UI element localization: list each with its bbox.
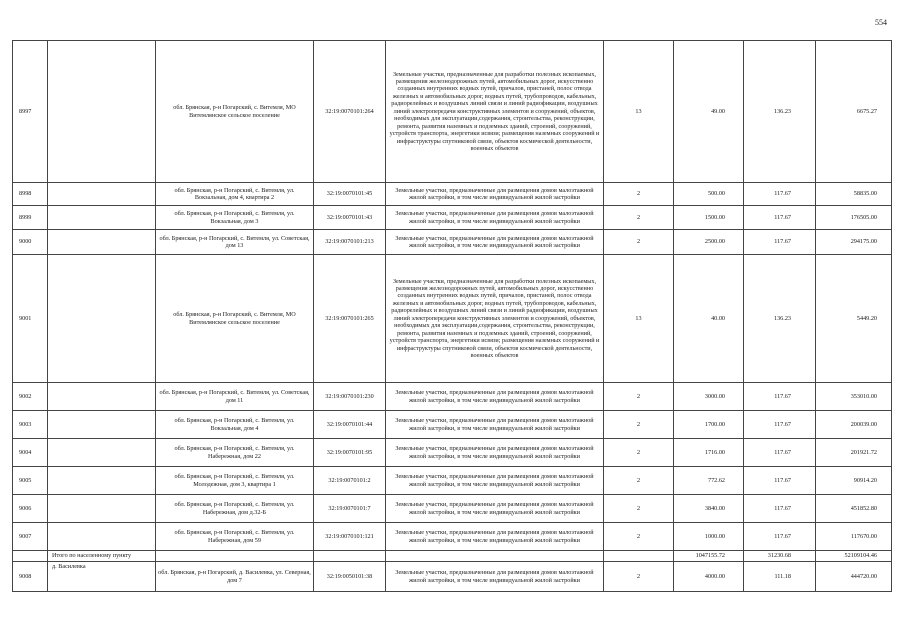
- group-code-cell: 2: [604, 230, 674, 255]
- land-use-cell: Земельные участки, предназначенные для размещения домов малоэтажной жилой застройки, в том числе индивидуальной жилой застройки: [386, 230, 604, 255]
- group-code-cell: 2: [604, 206, 674, 230]
- cadastral-number-cell: 32:19:0070101:264: [314, 41, 386, 183]
- row-number: 9004: [13, 439, 48, 467]
- empty-cell: [314, 551, 386, 562]
- table-row: [13, 41, 892, 183]
- cadastral-number-cell: 32:19:0050101:38: [314, 562, 386, 592]
- empty-cell: [48, 383, 156, 411]
- rate-cell: 117.67: [744, 230, 816, 255]
- rate-cell: 117.67: [744, 383, 816, 411]
- area-cell: 772.62: [674, 467, 744, 495]
- area-cell: 1700.00: [674, 411, 744, 439]
- empty-cell: [48, 467, 156, 495]
- cadastral-value-cell: 201921.72: [816, 439, 892, 467]
- empty-cell: [48, 183, 156, 206]
- address-cell: обл. Брянская, р-н Погарский, с. Витемля, ул. Вокзальная, дом 4: [156, 411, 314, 439]
- cadastral-number-cell: 32:19:0070101:95: [314, 439, 386, 467]
- land-use-cell: Земельные участки, предназначенные для размещения домов малоэтажной жилой застройки, в том числе индивидуальной жилой застройки: [386, 439, 604, 467]
- area-cell: 500.00: [674, 183, 744, 206]
- cadastral-value-cell: 117670.00: [816, 523, 892, 551]
- area-cell: 3000.00: [674, 383, 744, 411]
- table-row: [13, 183, 892, 206]
- row-number: 9008: [13, 562, 48, 592]
- cadastral-number-cell: 32:19:0070101:213: [314, 230, 386, 255]
- row-number: 9003: [13, 411, 48, 439]
- group-code-cell: 13: [604, 41, 674, 183]
- land-use-cell: Земельные участки, предназначенные для размещения домов малоэтажной жилой застройки, в том числе индивидуальной жилой застройки: [386, 383, 604, 411]
- rate-cell: 117.67: [744, 495, 816, 523]
- cadastral-value-cell: 5449.20: [816, 255, 892, 383]
- group-code-cell: 2: [604, 562, 674, 592]
- rate-cell: 117.67: [744, 206, 816, 230]
- address-cell: обл. Брянская, р-н Погарский, с. Витемля, ул. Вокзальная, дом 4, квартира 2: [156, 183, 314, 206]
- table-row: [13, 467, 892, 495]
- land-plots-table: [12, 40, 892, 592]
- land-use-cell: Земельные участки, предназначенные для размещения домов малоэтажной жилой застройки, в том числе индивидуальной жилой застройки: [386, 562, 604, 592]
- cadastral-value-cell: 444720.00: [816, 562, 892, 592]
- row-number: 9006: [13, 495, 48, 523]
- cadastral-number-cell: 32:19:0070101:265: [314, 255, 386, 383]
- total-value: 52109104.46: [816, 551, 892, 562]
- area-cell: 2500.00: [674, 230, 744, 255]
- table-body: [13, 41, 892, 592]
- total-area: 1047155.72: [674, 551, 744, 562]
- cadastral-value-cell: 451852.80: [816, 495, 892, 523]
- empty-cell: [48, 411, 156, 439]
- cadastral-value-cell: 6675.27: [816, 41, 892, 183]
- land-use-cell: Земельные участки, предназначенные для размещения домов малоэтажной жилой застройки, в том числе индивидуальной жилой застройки: [386, 183, 604, 206]
- rate-cell: 117.67: [744, 523, 816, 551]
- table-row: [13, 206, 892, 230]
- cadastral-number-cell: 32:19:0070101:44: [314, 411, 386, 439]
- address-cell: обл. Брянская, р-н Погарский, с. Витемля, МО Витемлянское сельское поселение: [156, 255, 314, 383]
- area-cell: 40.00: [674, 255, 744, 383]
- cadastral-number-cell: 32:19:0070101:121: [314, 523, 386, 551]
- cadastral-value-cell: 353010.00: [816, 383, 892, 411]
- table-row: [13, 439, 892, 467]
- row-number: 9007: [13, 523, 48, 551]
- row-number: 9001: [13, 255, 48, 383]
- address-cell: обл. Брянская, р-н Погарский, с. Витемля, ул. Советская, дом 13: [156, 230, 314, 255]
- land-use-cell: Земельные участки, предназначенные для разработки полезных ископаемых, размещения железнодорожных путей, автомобильных дорог, искусственно созданных внутренних водных путей, причалов, пристаней, полос отвода железных и автомобильных дорог, водных путей, трубопроводов, кабельных, радиорелейных и воздушных линий связи и линий радиофикации, воздушных линий электропередачи конструктивных элементов и сооружений, объектов, необходимых для эксплуатации,содержания, строительства, реконструкции, ремонта, развития наземных и подземных зданий, строений, сооружений, устройств транспорта, энергетики исвязи; размещения наземных сооружений и инфраструктуры спутниковой связи, объектов космической деятельности, военных объектов: [386, 41, 604, 183]
- rate-cell: 117.67: [744, 183, 816, 206]
- group-code-cell: 2: [604, 439, 674, 467]
- group-code-cell: 2: [604, 411, 674, 439]
- rate-cell: 136.23: [744, 41, 816, 183]
- table-row: [13, 255, 892, 383]
- empty-cell: [156, 551, 314, 562]
- empty-cell: [48, 439, 156, 467]
- table-row: [13, 523, 892, 551]
- land-use-cell: Земельные участки, предназначенные для разработки полезных ископаемых, размещения железнодорожных путей, автомобильных дорог, искусственно созданных внутренних водных путей, причалов, пристаней, полос отвода железных и автомобильных дорог, водных путей, трубопроводов, кабельных, радиорелейных и воздушных линий связи и линий радиофикации, воздушных линий электропередачи конструктивных элементов и сооружений, объектов, необходимых для эксплуатации,содержания, строительства, реконструкции, ремонта, развития наземных и подземных зданий, строений, сооружений, устройств транспорта, энергетики исвязи; размещения наземных сооружений и инфраструктуры спутниковой связи, объектов космической деятельности, военных объектов: [386, 255, 604, 383]
- address-cell: обл. Брянская, р-н Погарский, д. Василевка, ул. Северная, дом 7: [156, 562, 314, 592]
- address-cell: обл. Брянская, р-н Погарский, с. Витемля, ул. Молодежная, дом 3, квартира 1: [156, 467, 314, 495]
- group-code-cell: 2: [604, 523, 674, 551]
- cadastral-value-cell: 294175.00: [816, 230, 892, 255]
- row-number: 9005: [13, 467, 48, 495]
- rate-cell: 111.18: [744, 562, 816, 592]
- group-code-cell: 2: [604, 495, 674, 523]
- row-number: 9002: [13, 383, 48, 411]
- table-row: [13, 411, 892, 439]
- land-use-cell: Земельные участки, предназначенные для размещения домов малоэтажной жилой застройки, в том числе индивидуальной жилой застройки: [386, 523, 604, 551]
- table-row: [13, 383, 892, 411]
- row-number: 8997: [13, 41, 48, 183]
- rate-cell: 117.67: [744, 411, 816, 439]
- empty-cell: [13, 551, 48, 562]
- locality-label: д. Василевка: [48, 562, 156, 592]
- address-cell: обл. Брянская, р-н Погарский, с. Витемля, ул. Набережная, дом 59: [156, 523, 314, 551]
- area-cell: 1500.00: [674, 206, 744, 230]
- row-number: 9000: [13, 230, 48, 255]
- table-row: [13, 562, 892, 592]
- empty-cell: [48, 495, 156, 523]
- cadastral-number-cell: 32:19:0070101:7: [314, 495, 386, 523]
- cadastral-number-cell: 32:19:0070101:2: [314, 467, 386, 495]
- empty-cell: [48, 206, 156, 230]
- area-cell: 49.00: [674, 41, 744, 183]
- area-cell: 1716.00: [674, 439, 744, 467]
- rate-cell: 136.23: [744, 255, 816, 383]
- total-row: [13, 551, 892, 562]
- rate-cell: 117.67: [744, 467, 816, 495]
- address-cell: обл. Брянская, р-н Погарский, с. Витемля, ул. Набережная, дом 22: [156, 439, 314, 467]
- area-cell: 4000.00: [674, 562, 744, 592]
- page-number: 554: [875, 18, 887, 27]
- empty-cell: [386, 551, 604, 562]
- group-code-cell: 13: [604, 255, 674, 383]
- total-label: Итого по населенному пункту: [48, 551, 156, 562]
- cadastral-value-cell: 90914.20: [816, 467, 892, 495]
- row-number: 8998: [13, 183, 48, 206]
- area-cell: 3840.00: [674, 495, 744, 523]
- total-rate: 31230.68: [744, 551, 816, 562]
- empty-cell: [48, 255, 156, 383]
- empty-cell: [604, 551, 674, 562]
- land-use-cell: Земельные участки, предназначенные для размещения домов малоэтажной жилой застройки, в том числе индивидуальной жилой застройки: [386, 411, 604, 439]
- empty-cell: [48, 523, 156, 551]
- group-code-cell: 2: [604, 467, 674, 495]
- address-cell: обл. Брянская, р-н Погарский, с. Витемля, ул. Советская, дом 11: [156, 383, 314, 411]
- empty-cell: [48, 41, 156, 183]
- row-number: 8999: [13, 206, 48, 230]
- address-cell: обл. Брянская, р-н Погарский, с. Витемля, ул. Набережная, дом д.32-Б: [156, 495, 314, 523]
- land-use-cell: Земельные участки, предназначенные для размещения домов малоэтажной жилой застройки, в том числе индивидуальной жилой застройки: [386, 206, 604, 230]
- group-code-cell: 2: [604, 383, 674, 411]
- cadastral-value-cell: 176505.00: [816, 206, 892, 230]
- cadastral-number-cell: 32:19:0070101:230: [314, 383, 386, 411]
- group-code-cell: 2: [604, 183, 674, 206]
- land-use-cell: Земельные участки, предназначенные для размещения домов малоэтажной жилой застройки, в том числе индивидуальной жилой застройки: [386, 467, 604, 495]
- table-row: [13, 495, 892, 523]
- land-use-cell: Земельные участки, предназначенные для размещения домов малоэтажной жилой застройки, в том числе индивидуальной жилой застройки: [386, 495, 604, 523]
- cadastral-value-cell: 58835.00: [816, 183, 892, 206]
- empty-cell: [48, 230, 156, 255]
- cadastral-number-cell: 32:19:0070101:43: [314, 206, 386, 230]
- rate-cell: 117.67: [744, 439, 816, 467]
- cadastral-value-cell: 200039.00: [816, 411, 892, 439]
- address-cell: обл. Брянская, р-н Погарский, с. Витемля, ул. Вокзальная, дом 3: [156, 206, 314, 230]
- address-cell: обл. Брянская, р-н Погарский, с. Витемля, МО Витемлянское сельское поселение: [156, 41, 314, 183]
- table-row: [13, 230, 892, 255]
- area-cell: 1000.00: [674, 523, 744, 551]
- cadastral-number-cell: 32:19:0070101:45: [314, 183, 386, 206]
